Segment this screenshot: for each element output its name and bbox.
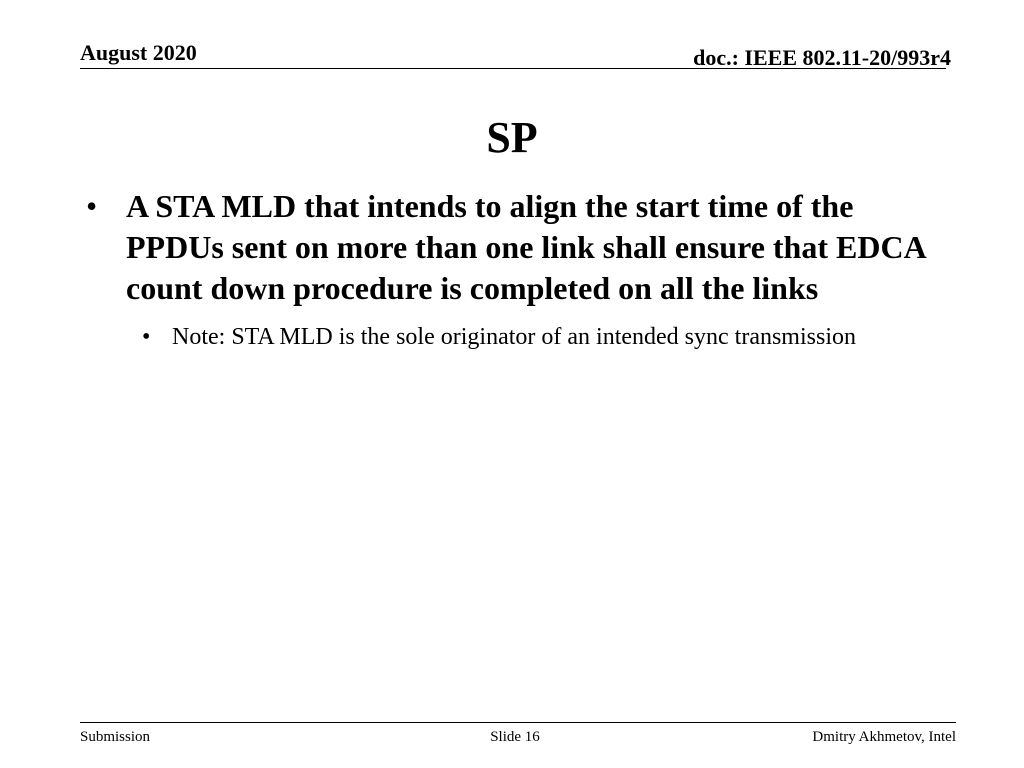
bullet-item: [82, 186, 942, 309]
slide-title: SP: [486, 113, 538, 162]
bullet-text: A STA MLD that intends to align the start time of the PPDUs sent on more than one link shall ensure that EDCA count down procedure is completed on all the links: [126, 188, 925, 306]
sub-bullet-item: [142, 321, 872, 354]
header-divider: [80, 68, 946, 69]
bullet-symbol: •: [86, 188, 98, 224]
sub-bullet-symbol: •: [142, 324, 151, 350]
footer-submission: Submission: [80, 729, 151, 745]
header-doc-id: doc.: IEEE 802.11-20/993r4: [693, 45, 951, 70]
footer-slide-number: Slide 16: [490, 729, 540, 745]
footer-author: Dmitry Akhmetov, Intel: [812, 729, 956, 745]
footer-divider: [80, 722, 956, 723]
sub-bullet-text: Note: STA MLD is the sole originator of an intended sync transmission: [172, 324, 856, 350]
header-date: August 2020: [80, 40, 197, 65]
slide-content: [82, 186, 942, 354]
